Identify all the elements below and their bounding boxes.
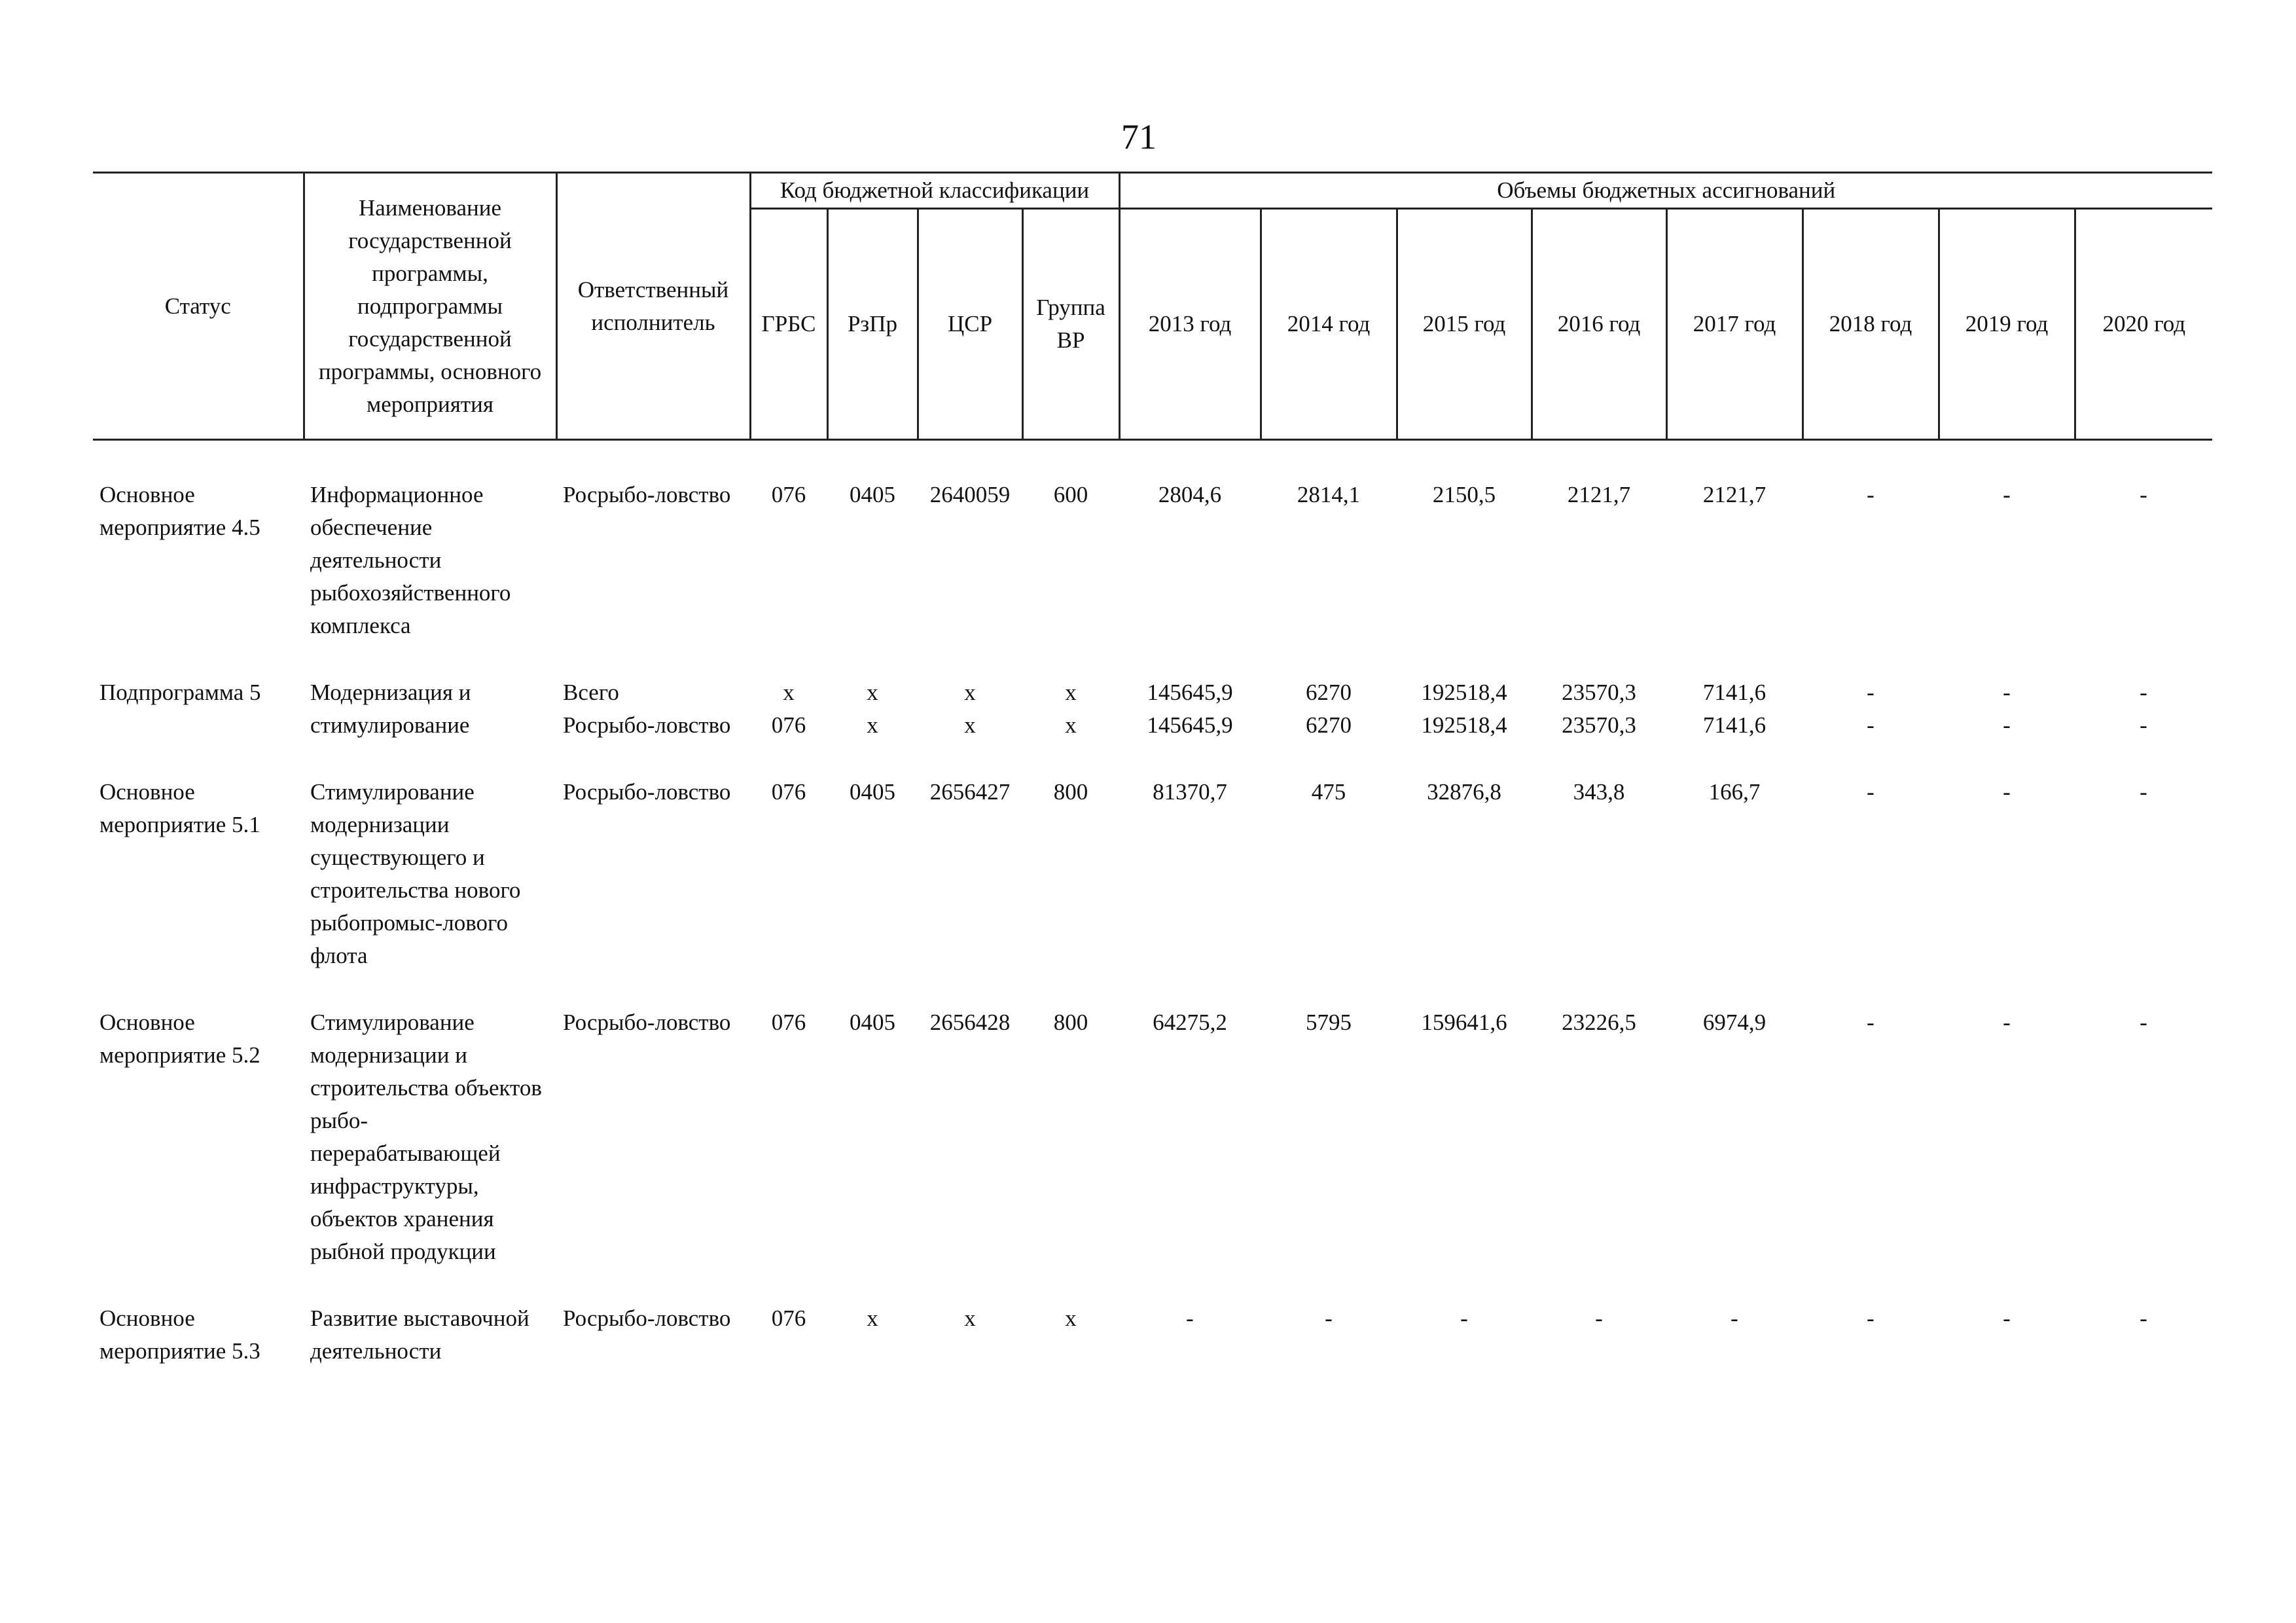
allocation-value: 6974,9 — [1702, 1010, 1767, 1035]
allocation-value: 343,8 — [1573, 779, 1625, 805]
header-grbs: ГРБС — [750, 209, 827, 440]
csr-cell — [918, 1302, 1022, 1368]
header-year-2015: 2015 год — [1397, 209, 1532, 440]
allocation-value: 32876,8 — [1427, 779, 1501, 805]
responsible-cell — [556, 479, 750, 642]
year-value-cell — [1666, 1006, 1803, 1268]
csr-value: х — [964, 1305, 976, 1331]
rzpr-cell — [827, 776, 918, 972]
allocation-value: - — [1867, 712, 1874, 738]
csr-cell — [918, 479, 1022, 642]
allocation-value: 192518,4 — [1421, 712, 1507, 738]
vr-value: х — [1065, 680, 1077, 705]
allocation-value: 6270 — [1306, 680, 1352, 705]
rzpr-value: 0405 — [850, 779, 895, 805]
allocation-value: - — [2003, 779, 2011, 805]
year-value-cell — [1803, 1006, 1939, 1268]
status-cell: Основное мероприятие 5.2 — [99, 1010, 260, 1068]
year-value-cell — [1666, 676, 1803, 742]
vr-value: 800 — [1053, 779, 1088, 805]
vr-cell — [1022, 776, 1119, 972]
rzpr-cell — [827, 676, 918, 742]
vr-value: 600 — [1053, 482, 1088, 507]
year-value-cell — [1261, 1302, 1397, 1368]
year-value-cell — [1397, 1302, 1532, 1368]
responsible-line: Всего — [563, 680, 619, 705]
grbs-value: 076 — [771, 1010, 806, 1035]
year-value-cell — [1803, 676, 1939, 742]
allocation-value: - — [2140, 712, 2147, 738]
allocation-value: - — [2003, 1010, 2011, 1035]
grbs-cell — [750, 776, 827, 972]
allocation-value: - — [2140, 482, 2147, 507]
status-cell: Основное мероприятие 5.3 — [99, 1305, 260, 1364]
year-value-cell — [1532, 1006, 1666, 1268]
year-value-cell — [1119, 1302, 1261, 1368]
header-year-2019: 2019 год — [1939, 209, 2075, 440]
header-status: Статус — [93, 173, 304, 440]
year-value-cell — [2075, 1006, 2212, 1268]
allocation-value: 23226,5 — [1562, 1010, 1636, 1035]
allocation-value: - — [1325, 1305, 1333, 1331]
csr-value: х — [964, 680, 976, 705]
allocation-value: 2150,5 — [1432, 482, 1496, 507]
allocation-value: 81370,7 — [1153, 779, 1227, 805]
year-value-cell — [1532, 676, 1666, 742]
gap-row — [93, 742, 2212, 776]
budget-allocation-table — [93, 172, 2212, 1368]
allocation-value: - — [1595, 1305, 1603, 1331]
year-value-cell — [1119, 776, 1261, 972]
responsible-cell — [556, 1302, 750, 1368]
allocation-value: - — [2140, 1305, 2147, 1331]
name-cell: Стимулирование модернизации существующего и строительства нового рыбопромыс-лового флота — [310, 779, 521, 968]
grbs-value: 076 — [771, 779, 806, 805]
year-value-cell — [1803, 479, 1939, 642]
header-vr: Группа ВР — [1022, 209, 1119, 440]
header-year-2020: 2020 год — [2075, 209, 2212, 440]
table-header — [93, 173, 2212, 440]
year-value-cell — [1397, 1006, 1532, 1268]
allocation-value: - — [1867, 482, 1874, 507]
year-value-cell — [1397, 776, 1532, 972]
allocation-value: - — [1867, 1305, 1874, 1331]
name-cell: Стимулирование модернизации и строительства объектов рыбо-перерабатывающей инфраструктуры, объектов хранения рыбной продукции — [310, 1010, 542, 1264]
year-value-cell — [1939, 1302, 2075, 1368]
allocation-value: 64275,2 — [1153, 1010, 1227, 1035]
allocation-value: 159641,6 — [1421, 1010, 1507, 1035]
rzpr-value: х — [867, 680, 878, 705]
gap-row — [93, 642, 2212, 676]
year-value-cell — [1803, 776, 1939, 972]
rzpr-cell — [827, 1006, 918, 1268]
year-value-cell — [1939, 479, 2075, 642]
year-value-cell — [2075, 676, 2212, 742]
csr-value: 2640059 — [929, 482, 1011, 507]
allocation-value: - — [1867, 779, 1874, 805]
year-value-cell — [1939, 776, 2075, 972]
year-value-cell — [1666, 479, 1803, 642]
year-value-cell — [1397, 676, 1532, 742]
allocation-value: 7141,6 — [1702, 712, 1767, 738]
year-value-cell — [1532, 1302, 1666, 1368]
allocation-value: 475 — [1311, 779, 1346, 805]
grbs-cell — [750, 676, 827, 742]
allocation-value: 23570,3 — [1562, 680, 1636, 705]
year-value-cell — [1666, 1302, 1803, 1368]
year-value-cell — [1939, 1006, 2075, 1268]
name-cell: Информационное обеспечение деятельности рыбохозяйственного комплекса — [310, 482, 511, 638]
year-value-cell — [2075, 1302, 2212, 1368]
vr-value: х — [1065, 712, 1077, 738]
csr-cell — [918, 676, 1022, 742]
allocation-value: 5795 — [1306, 1010, 1352, 1035]
year-value-cell — [2075, 479, 2212, 642]
allocation-value: - — [1731, 1305, 1738, 1331]
gap-row — [93, 1268, 2212, 1302]
header-year-2018: 2018 год — [1803, 209, 1939, 440]
allocation-value: - — [2140, 1010, 2147, 1035]
year-value-cell — [1119, 1006, 1261, 1268]
header-allocations-group: Объемы бюджетных ассигнований — [1119, 173, 2212, 209]
header-name: Наименование государственной программы, подпрограммы государственной программы, основного мероприятия — [304, 173, 556, 440]
vr-value: х — [1065, 1305, 1077, 1331]
grbs-cell — [750, 1006, 827, 1268]
csr-value: 2656428 — [929, 1010, 1011, 1035]
allocation-value: - — [2003, 1305, 2011, 1331]
responsible-cell — [556, 1006, 750, 1268]
responsible-cell — [556, 776, 750, 972]
allocation-value: 2804,6 — [1158, 482, 1222, 507]
grbs-cell — [750, 479, 827, 642]
allocation-value: 6270 — [1306, 712, 1352, 738]
responsible-line: Росрыбо-ловство — [563, 712, 731, 738]
header-budget-code-group: Код бюджетной классификации — [750, 173, 1119, 209]
grbs-value: х — [783, 680, 795, 705]
allocation-value: - — [2140, 680, 2147, 705]
grbs-cell — [750, 1302, 827, 1368]
header-csr: ЦСР — [918, 209, 1022, 440]
allocation-value: - — [1460, 1305, 1468, 1331]
grbs-value: 076 — [771, 712, 806, 738]
responsible-line: Росрыбо-ловство — [563, 482, 731, 507]
vr-value: 800 — [1053, 1010, 1088, 1035]
csr-cell — [918, 1006, 1022, 1268]
table-row — [93, 676, 2212, 742]
year-value-cell — [1119, 479, 1261, 642]
year-value-cell — [1532, 776, 1666, 972]
year-value-cell — [1261, 479, 1397, 642]
name-cell: Модернизация и стимулирование — [310, 680, 471, 738]
allocation-value: 145645,9 — [1147, 680, 1233, 705]
table-body — [93, 440, 2212, 1368]
table-row — [93, 479, 2212, 642]
rzpr-value: 0405 — [850, 1010, 895, 1035]
allocation-value: 2121,7 — [1702, 482, 1767, 507]
vr-cell — [1022, 676, 1119, 742]
responsible-line: Росрыбо-ловство — [563, 779, 731, 805]
allocation-value: - — [2003, 680, 2011, 705]
status-cell: Подпрограмма 5 — [99, 680, 261, 705]
rzpr-value: х — [867, 1305, 878, 1331]
allocation-value: - — [1867, 680, 1874, 705]
name-cell: Развитие выставочной деятельности — [310, 1305, 529, 1364]
year-value-cell — [2075, 776, 2212, 972]
allocation-value: - — [2003, 482, 2011, 507]
responsible-line: Росрыбо-ловство — [563, 1010, 731, 1035]
grbs-value: 076 — [771, 1305, 806, 1331]
year-value-cell — [1397, 479, 1532, 642]
allocation-value: - — [1186, 1305, 1194, 1331]
status-cell: Основное мероприятие 4.5 — [99, 482, 260, 540]
responsible-line: Росрыбо-ловство — [563, 1305, 731, 1331]
rzpr-value: х — [867, 712, 878, 738]
rzpr-cell — [827, 1302, 918, 1368]
allocation-value: - — [1867, 1010, 1874, 1035]
csr-value: 2656427 — [929, 779, 1011, 805]
year-value-cell — [1532, 479, 1666, 642]
header-year-2017: 2017 год — [1666, 209, 1803, 440]
header-year-2013: 2013 год — [1119, 209, 1261, 440]
allocation-value: 192518,4 — [1421, 680, 1507, 705]
rzpr-cell — [827, 479, 918, 642]
allocation-value: - — [2140, 779, 2147, 805]
page-number: 71 — [1121, 117, 1157, 156]
header-year-2016: 2016 год — [1532, 209, 1666, 440]
vr-cell — [1022, 1006, 1119, 1268]
allocation-value: 145645,9 — [1147, 712, 1233, 738]
table-row — [93, 1302, 2212, 1368]
year-value-cell — [1803, 1302, 1939, 1368]
year-value-cell — [1261, 1006, 1397, 1268]
vr-cell — [1022, 1302, 1119, 1368]
spacer-row — [93, 440, 2212, 479]
header-responsible: Ответственный исполнитель — [556, 173, 750, 440]
responsible-cell — [556, 676, 750, 742]
allocation-value: 2121,7 — [1567, 482, 1631, 507]
status-cell: Основное мероприятие 5.1 — [99, 779, 260, 837]
allocation-value: 166,7 — [1708, 779, 1761, 805]
table-row — [93, 776, 2212, 972]
table-row — [93, 1006, 2212, 1268]
year-value-cell — [1939, 676, 2075, 742]
rzpr-value: 0405 — [850, 482, 895, 507]
year-value-cell — [1261, 676, 1397, 742]
allocation-value: 2814,1 — [1297, 482, 1361, 507]
csr-cell — [918, 776, 1022, 972]
header-year-2014: 2014 год — [1261, 209, 1397, 440]
year-value-cell — [1119, 676, 1261, 742]
csr-value: х — [964, 712, 976, 738]
year-value-cell — [1261, 776, 1397, 972]
allocation-value: 7141,6 — [1702, 680, 1767, 705]
vr-cell — [1022, 479, 1119, 642]
allocation-value: 23570,3 — [1562, 712, 1636, 738]
allocation-value: - — [2003, 712, 2011, 738]
grbs-value: 076 — [771, 482, 806, 507]
header-rzpr: РзПр — [827, 209, 918, 440]
year-value-cell — [1666, 776, 1803, 972]
gap-row — [93, 972, 2212, 1006]
